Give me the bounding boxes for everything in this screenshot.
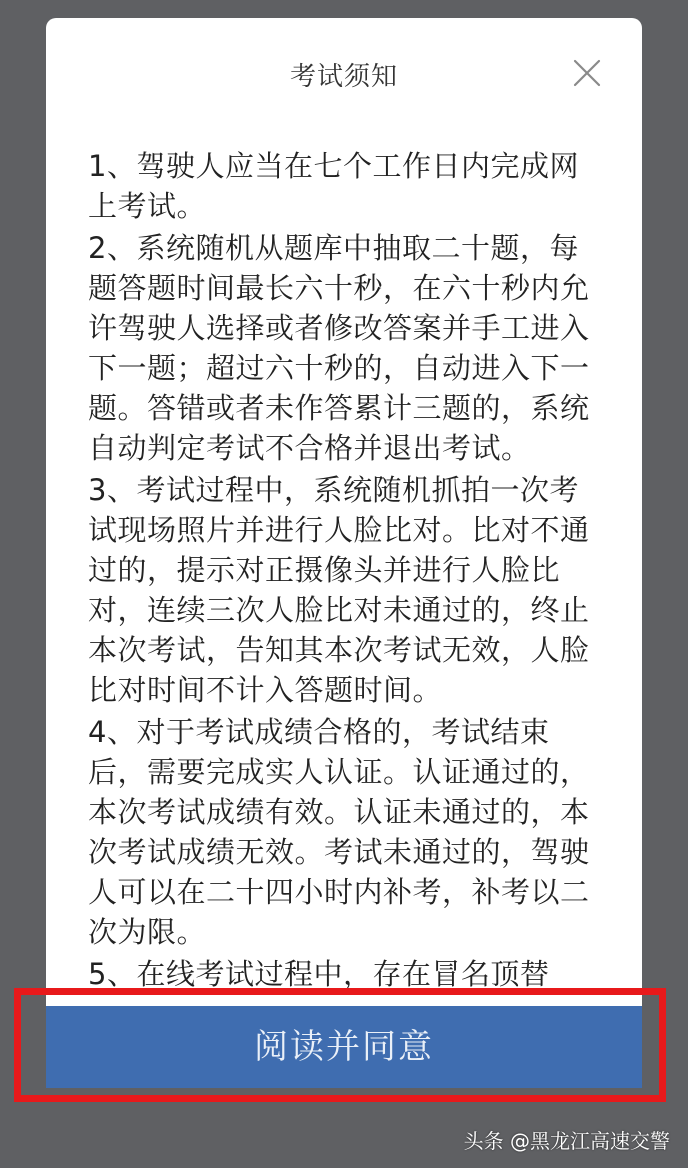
notice-text (88, 146, 600, 994)
notice-paragraph-2: 2、系统随机从题库中抽取二十题，每题答题时间最长六十秒，在六十秒内允许驾驶人选择或者修改答案并手工进入下一题；超过六十秒的，自动进入下一题。答错或者未作答累计三题的，系统自动判定考试不合格并退出考试。 (88, 231, 590, 465)
close-button[interactable] (568, 54, 606, 92)
read-and-agree-button[interactable]: 阅读并同意 (46, 1006, 642, 1088)
notice-paragraph-4: 4、对于考试成绩合格的，考试结束后，需要完成实人认证。认证通过的，本次考试成绩有效。认证未通过的，本次考试成绩无效。考试未通过的，驾驶人可以在二十四小时内补考，补考以二次为限。 (88, 715, 590, 949)
dialog-title: 考试须知 (289, 62, 398, 92)
exam-notice-dialog (46, 18, 642, 1088)
notice-paragraph-3: 3、考试过程中，系统随机抓拍一次考试现场照片并进行人脸比对。比对不通过的，提示对正摄像头并进行人脸比对，连续三次人脸比对未通过的，终止本次考试，告知其本次考试无效，人脸比对时间不计入答题时间。 (88, 473, 590, 707)
dialog-header (46, 18, 642, 128)
close-icon (568, 54, 606, 92)
notice-content[interactable] (88, 146, 600, 1008)
notice-paragraph-1: 1、驾驶人应当在七个工作日内完成网上考试。 (88, 149, 579, 223)
notice-paragraph-5: 5、在线考试过程中，存在冒名顶替 (88, 957, 550, 991)
watermark: 头条 @黑龙江高速交警 (463, 1129, 670, 1153)
